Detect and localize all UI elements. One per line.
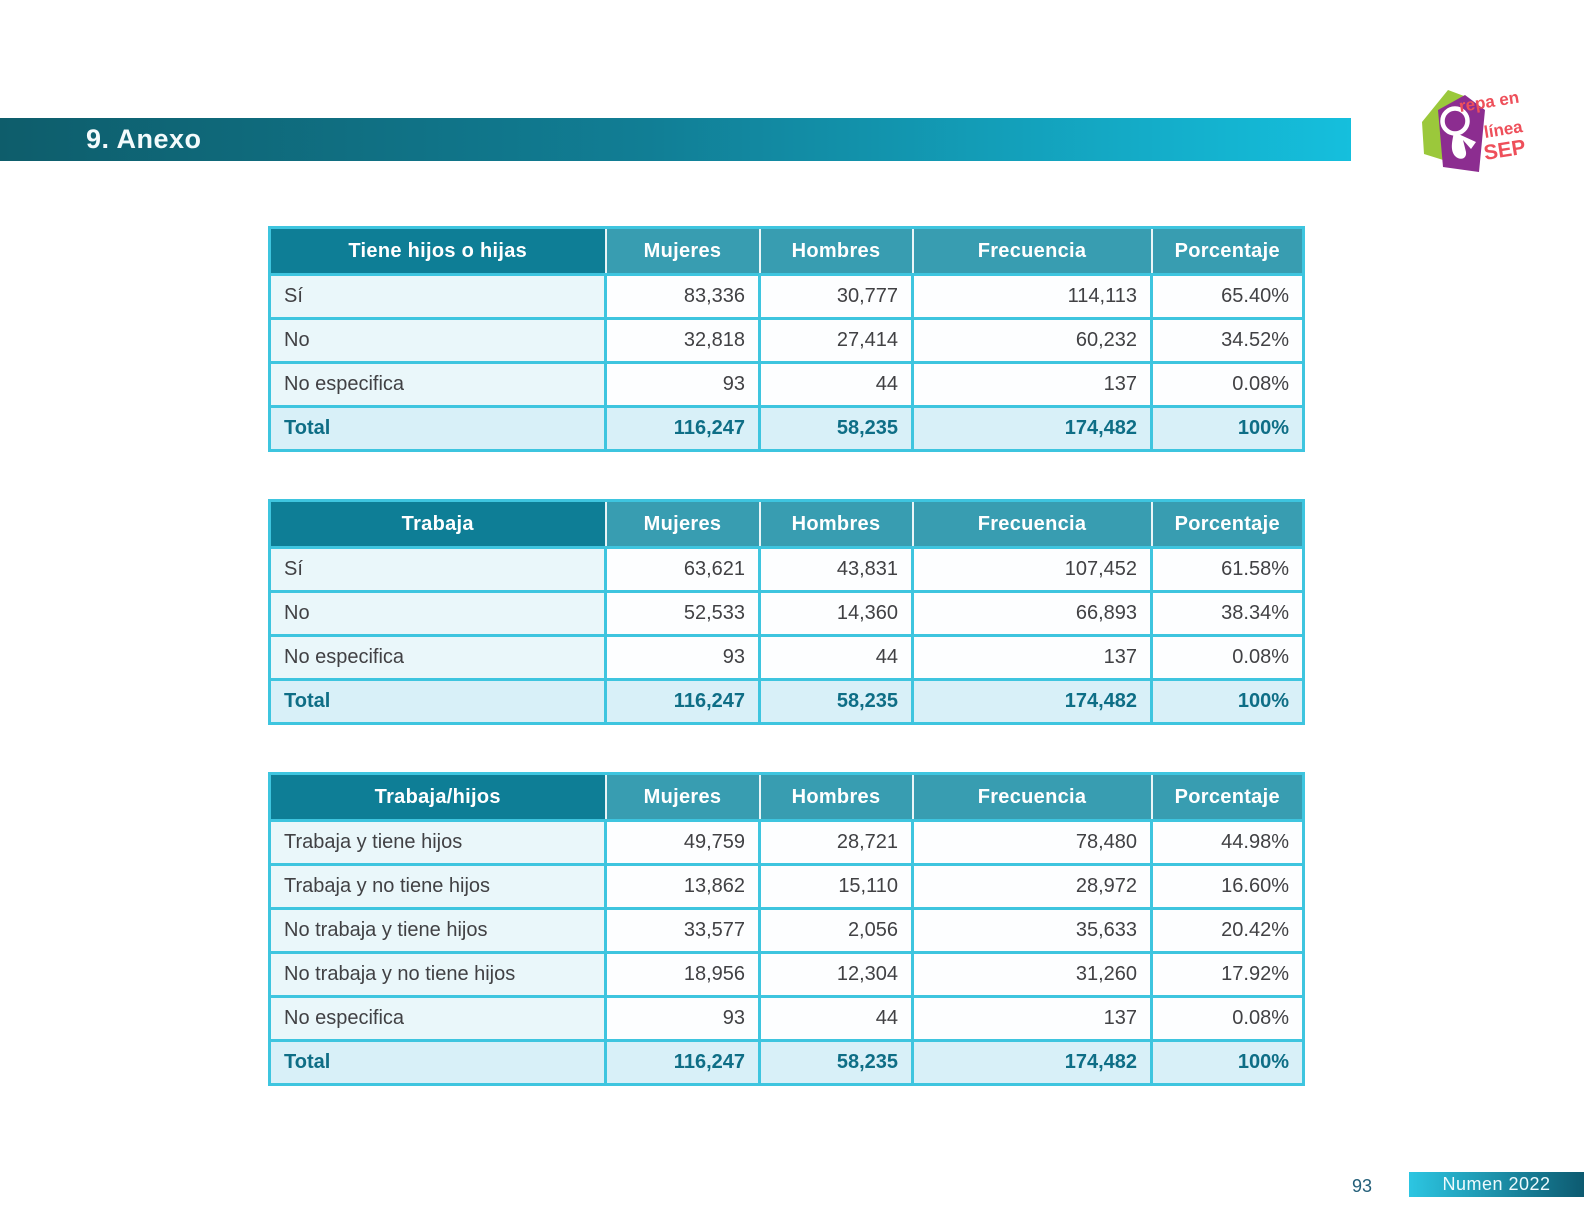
row-label: Trabaja y tiene hijos xyxy=(270,821,606,865)
row-label: No especifica xyxy=(270,636,606,680)
table-header-row xyxy=(270,774,1304,821)
table-row xyxy=(270,275,1304,319)
total-value: 100% xyxy=(1152,1041,1304,1085)
cell-value: 93 xyxy=(606,363,760,407)
table-trabaja xyxy=(268,499,1305,725)
total-value: 174,482 xyxy=(913,1041,1152,1085)
table-title-header: Tiene hijos o hijas xyxy=(270,228,606,275)
total-value: 58,235 xyxy=(760,1041,913,1085)
column-header: Porcentaje xyxy=(1152,501,1304,548)
cell-value: 52,533 xyxy=(606,592,760,636)
column-header: Mujeres xyxy=(606,501,760,548)
total-value: 58,235 xyxy=(760,407,913,451)
row-label: No trabaja y tiene hijos xyxy=(270,909,606,953)
cell-value: 16.60% xyxy=(1152,865,1304,909)
cell-value: 17.92% xyxy=(1152,953,1304,997)
logo-text-top: repa en xyxy=(1457,87,1521,116)
table-row xyxy=(270,636,1304,680)
table-row xyxy=(270,363,1304,407)
cell-value: 33,577 xyxy=(606,909,760,953)
table-title-header: Trabaja/hijos xyxy=(270,774,606,821)
cell-value: 2,056 xyxy=(760,909,913,953)
total-value: 100% xyxy=(1152,680,1304,724)
total-value: 58,235 xyxy=(760,680,913,724)
total-value: 174,482 xyxy=(913,680,1152,724)
cell-value: 44 xyxy=(760,997,913,1041)
cell-value: 18,956 xyxy=(606,953,760,997)
cell-value: 13,862 xyxy=(606,865,760,909)
cell-value: 31,260 xyxy=(913,953,1152,997)
cell-value: 38.34% xyxy=(1152,592,1304,636)
cell-value: 137 xyxy=(913,636,1152,680)
cell-value: 0.08% xyxy=(1152,997,1304,1041)
table-row xyxy=(270,319,1304,363)
row-label: No xyxy=(270,592,606,636)
total-label: Total xyxy=(270,680,606,724)
cell-value: 34.52% xyxy=(1152,319,1304,363)
row-label: No especifica xyxy=(270,997,606,1041)
cell-value: 44.98% xyxy=(1152,821,1304,865)
column-header: Hombres xyxy=(760,501,913,548)
row-label: Sí xyxy=(270,275,606,319)
cell-value: 27,414 xyxy=(760,319,913,363)
column-header: Hombres xyxy=(760,228,913,275)
column-header: Frecuencia xyxy=(913,774,1152,821)
row-label: No xyxy=(270,319,606,363)
total-value: 116,247 xyxy=(606,407,760,451)
section-header-bar xyxy=(0,118,1351,161)
table-header-row xyxy=(270,501,1304,548)
total-label: Total xyxy=(270,1041,606,1085)
cell-value: 0.08% xyxy=(1152,636,1304,680)
cell-value: 28,972 xyxy=(913,865,1152,909)
cell-value: 83,336 xyxy=(606,275,760,319)
column-header: Mujeres xyxy=(606,774,760,821)
page-number: 93 xyxy=(1352,1176,1373,1196)
table-trabaja-hijos xyxy=(268,772,1305,1086)
table-row xyxy=(270,865,1304,909)
table-header-row xyxy=(270,228,1304,275)
column-header: Hombres xyxy=(760,774,913,821)
cell-value: 14,360 xyxy=(760,592,913,636)
cell-value: 93 xyxy=(606,636,760,680)
total-value: 100% xyxy=(1152,407,1304,451)
cell-value: 78,480 xyxy=(913,821,1152,865)
column-header: Mujeres xyxy=(606,228,760,275)
total-value: 116,247 xyxy=(606,680,760,724)
table-row xyxy=(270,953,1304,997)
table-row xyxy=(270,909,1304,953)
table-title-header: Trabaja xyxy=(270,501,606,548)
footer-brand-bar xyxy=(1409,1172,1584,1197)
logo-text-bottom: SEP xyxy=(1482,135,1528,165)
section-title: 9. Anexo xyxy=(86,124,202,154)
cell-value: 12,304 xyxy=(760,953,913,997)
row-label: No trabaja y no tiene hijos xyxy=(270,953,606,997)
cell-value: 32,818 xyxy=(606,319,760,363)
cell-value: 30,777 xyxy=(760,275,913,319)
column-header: Porcentaje xyxy=(1152,228,1304,275)
cell-value: 28,721 xyxy=(760,821,913,865)
table-row xyxy=(270,548,1304,592)
cell-value: 20.42% xyxy=(1152,909,1304,953)
table-row xyxy=(270,997,1304,1041)
column-header: Porcentaje xyxy=(1152,774,1304,821)
cell-value: 114,113 xyxy=(913,275,1152,319)
cell-value: 65.40% xyxy=(1152,275,1304,319)
cell-value: 43,831 xyxy=(760,548,913,592)
table-total-row xyxy=(270,407,1304,451)
cell-value: 15,110 xyxy=(760,865,913,909)
cell-value: 44 xyxy=(760,636,913,680)
table-tiene-hijos xyxy=(268,226,1305,452)
total-value: 116,247 xyxy=(606,1041,760,1085)
total-label: Total xyxy=(270,407,606,451)
row-label: Trabaja y no tiene hijos xyxy=(270,865,606,909)
cell-value: 137 xyxy=(913,363,1152,407)
cell-value: 61.58% xyxy=(1152,548,1304,592)
table-total-row xyxy=(270,680,1304,724)
prepa-en-linea-sep-logo xyxy=(1398,80,1532,180)
cell-value: 93 xyxy=(606,997,760,1041)
footer-brand-label: Numen 2022 xyxy=(1442,1174,1551,1194)
table-row xyxy=(270,592,1304,636)
table-total-row xyxy=(270,1041,1304,1085)
column-header: Frecuencia xyxy=(913,228,1152,275)
logo-text-mid: línea xyxy=(1482,117,1524,142)
cell-value: 63,621 xyxy=(606,548,760,592)
cell-value: 107,452 xyxy=(913,548,1152,592)
cell-value: 35,633 xyxy=(913,909,1152,953)
cell-value: 44 xyxy=(760,363,913,407)
row-label: Sí xyxy=(270,548,606,592)
column-header: Frecuencia xyxy=(913,501,1152,548)
cell-value: 66,893 xyxy=(913,592,1152,636)
table-row xyxy=(270,821,1304,865)
cell-value: 137 xyxy=(913,997,1152,1041)
cell-value: 60,232 xyxy=(913,319,1152,363)
total-value: 174,482 xyxy=(913,407,1152,451)
cell-value: 0.08% xyxy=(1152,363,1304,407)
row-label: No especifica xyxy=(270,363,606,407)
cell-value: 49,759 xyxy=(606,821,760,865)
